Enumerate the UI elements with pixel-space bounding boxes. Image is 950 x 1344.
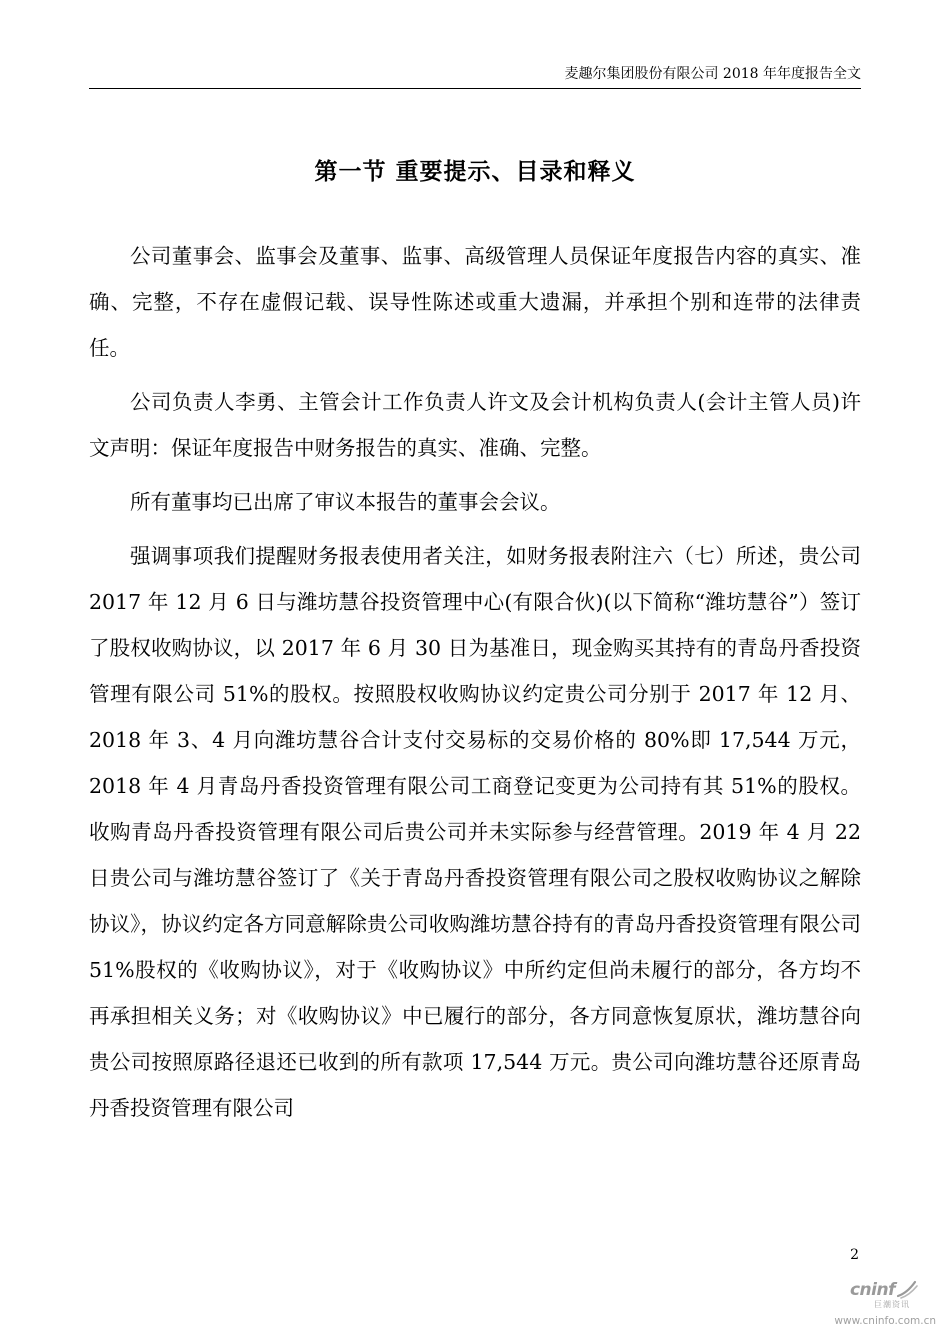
watermark-brand: cninf bbox=[849, 1280, 895, 1300]
watermark-url: www.cninfo.com.cn bbox=[834, 1315, 936, 1327]
page-number: 2 bbox=[850, 1247, 859, 1263]
running-header-title: 麦趣尔集团股份有限公司 2018 年年度报告全文 bbox=[564, 66, 861, 82]
section-title: 第一节 重要提示、目录和释义 bbox=[314, 158, 636, 185]
running-header bbox=[89, 64, 861, 89]
watermark-subtitle: 巨潮资讯 bbox=[874, 1300, 910, 1309]
paragraph-responsibility: 公司董事会、监事会及董事、监事、高级管理人员保证年度报告内容的真实、准确、完整，不存在虚假记载、误导性陈述或重大遗漏，并承担个别和连带的法律责任。 bbox=[89, 244, 861, 360]
cninf-swoosh-icon bbox=[896, 1280, 918, 1300]
cninfo-watermark bbox=[826, 1278, 936, 1334]
paragraph-emphasis-matter: 强调事项我们提醒财务报表使用者关注，如财务报表附注六（七）所述，贵公司 2017 年 12 月 6 日与潍坊慧谷投资管理中心(有限合伙)(以下简称“潍坊慧谷”）签订了股权收购协议，以 2017 年 6 月 30 日为基准日，现金购买其持有的青岛丹香投资管理有限公司 51%的股权。按照股权收购协议约定贵公司分别于 2017 年 12 月、2018 年 3、4 月向潍坊慧谷合计支付交易标的交易价格的 80%即 17,544 万元，2018 年 4 月青岛丹香投资管理有限公司工商登记变更为公司持有其 51%的股权。收购青岛丹香投资管理有限公司后贵公司并未实际参与经营管理。2019 年 4 月 22 日贵公司与潍坊慧谷签订了《关于青岛丹香投资管理有限公司之股权收购协议之解除协议》，协议约定各方同意解除贵公司收购潍坊慧谷持有的青岛丹香投资管理有限公司 51%股权的《收购协议》，对于《收购协议》中所约定但尚未履行的部分，各方均不再承担相关义务；对《收购协议》中已履行的部分，各方同意恢复原状，潍坊慧谷向贵公司按照原路径退还已收到的所有款项 17,544 万元。贵公司向潍坊慧谷还原青岛丹香投资管理有限公司 bbox=[89, 544, 861, 1120]
paragraph-board-attendance: 所有董事均已出席了审议本报告的董事会会议。 bbox=[130, 490, 561, 514]
paragraph-financial-statement: 公司负责人李勇、主管会计工作负责人许文及会计机构负责人(会计主管人员)许文声明：保证年度报告中财务报告的真实、准确、完整。 bbox=[89, 390, 861, 460]
watermark-logo bbox=[850, 1280, 918, 1300]
body-text bbox=[89, 233, 861, 1131]
